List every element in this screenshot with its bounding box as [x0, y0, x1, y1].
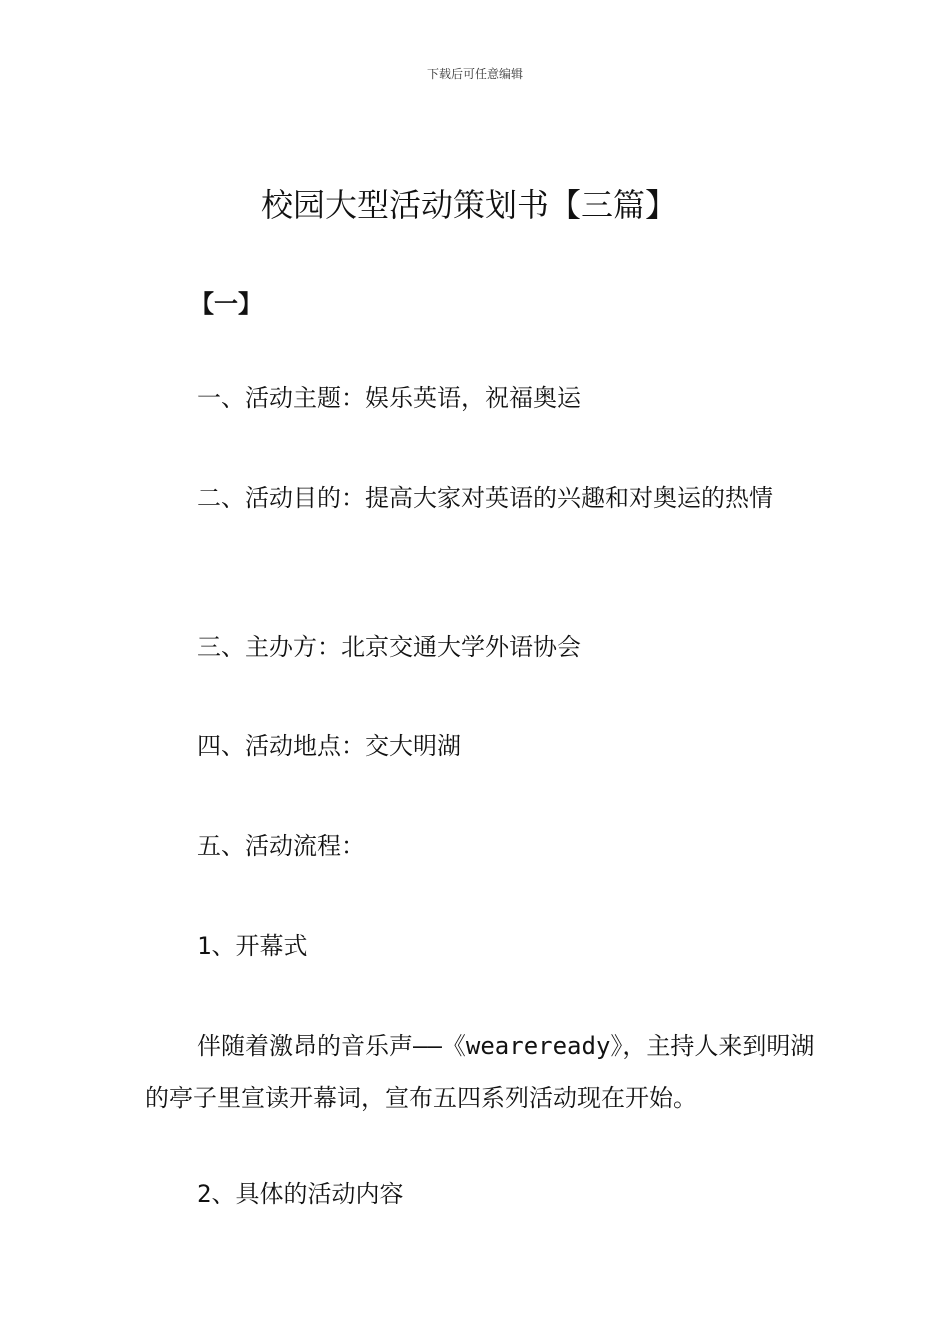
paragraph-opening-description: 伴随着激昂的音乐声——《weareready》，主持人来到明湖的亭子里宣读开幕词，宣布五四系列活动现在开始。 [145, 1032, 815, 1112]
paragraph-activity-purpose: 二、活动目的：提高大家对英语的兴趣和对奥运的热情 [197, 484, 773, 512]
paragraph-activity-content: 2、具体的活动内容 [197, 1180, 404, 1208]
document-title: 校园大型活动策划书【三篇】 [260, 186, 677, 224]
paragraph-process-heading: 五、活动流程： [197, 832, 365, 860]
header-note: 下载后可任意编辑 [426, 67, 523, 81]
paragraph-organizer: 三、主办方：北京交通大学外语协会 [197, 633, 581, 661]
paragraph-activity-theme: 一、活动主题：娱乐英语，祝福奥运 [197, 384, 581, 412]
paragraph-opening-ceremony: 1、开幕式 [197, 932, 308, 960]
section-label: 【一】 [190, 290, 262, 318]
paragraph-location: 四、活动地点：交大明湖 [197, 732, 461, 760]
